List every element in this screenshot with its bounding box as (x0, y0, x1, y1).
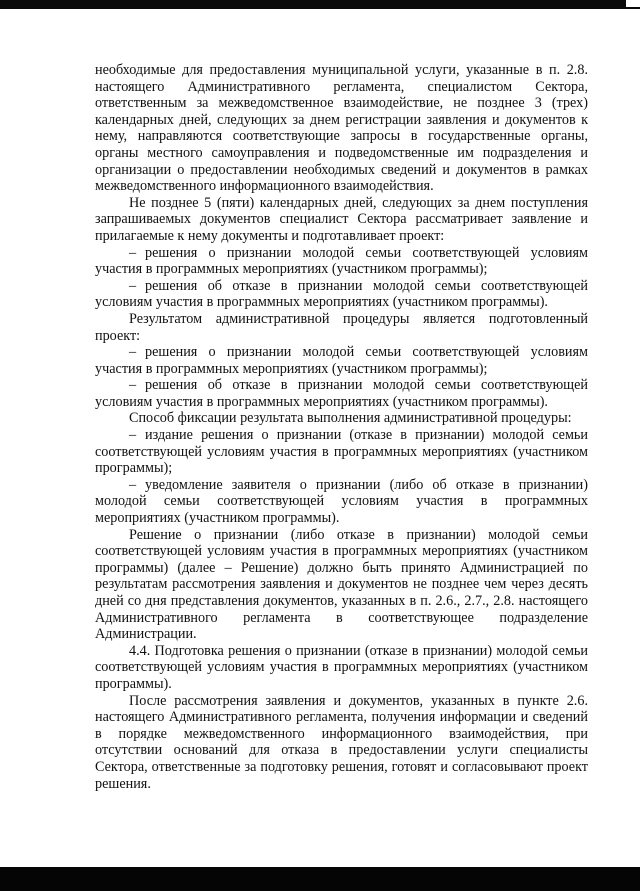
paragraph-procedure-result: Результатом административной процедуры является подготовленный проект: (95, 310, 588, 344)
dash-marker: – (129, 476, 137, 493)
paragraph-decision-preparation: После рассмотрения заявления и документов, указанных в пункте 2.6. настоящего Административного регламента, получения информации и сведений в порядке межведомственного информационного взаимодействия, при отсутствии оснований для отказа в предоставлении услуги специалисты Сектора, ответственные за подготовку решения, готовят и согласовывают проект решения. (95, 692, 588, 792)
list-item-text: издание решения о признании (отказе в признании) молодой семьи соответствующей условиям участия в программных мероприятиях (участником программы); (95, 427, 588, 477)
list-item-text: уведомление заявителя о признании (либо об отказе в признании) молодой семьи соответствующей условиям участия в программных мероприятиях (участником программы). (95, 476, 588, 527)
list-item-text: решения об отказе в признании молодой семьи соответствующей условиям участия в программных мероприятиях (участником программы). (95, 277, 588, 311)
section-heading-4-4: 4.4. Подготовка решения о признании (отказе в признании) молодой семьи соответствующей условиям участия в программных мероприятиях (участником программы). (95, 642, 588, 692)
list-item-text: решения об отказе в признании молодой семьи соответствующей условиям участия в программных мероприятиях (участником программы). (95, 377, 588, 410)
scan-bottom-border (0, 867, 640, 891)
dash-marker: – (129, 427, 137, 444)
paragraph-decision-terms: Решение о признании (либо отказе в признании) молодой семьи соответствующей условиям участия в программных мероприятиях (участником программы) (далее – Решение) должно быть принято Администрацией по результатам рассмотрения заявления и документов не позднее чем через десять дней со дня представления документов, указанных в п. 2.6., 2.7., 2.8. настоящего Административного регламента в соответствующее подразделение Администрации. (95, 526, 588, 643)
list-item-result-approval (95, 344, 588, 377)
paragraph-intro: необходимые для предоставления муниципальной услуги, указанные в п. 2.8. настоящего Административного регламента, специалистом Сектора, ответственным за межведомственное взаимодействие, не позднее 3 (трех) календарных дней, следующих за днем регистрации заявления и документов к нему, направляются соответствующие запросы в государственные органы, органы местного самоуправления и подведомственные им подразделения и организации о предоставлении необходимых сведений и документов в рамках межведомственного информационного взаимодействия. (95, 62, 588, 195)
list-item-text: решения о признании молодой семьи соответствующей условиям участия в программных мероприятиях (участником программы); (95, 244, 588, 278)
list-item-applicant-notice (95, 477, 588, 527)
dash-marker: – (129, 377, 137, 394)
list-item-draft-refusal (95, 278, 588, 311)
document-body (95, 62, 588, 792)
list-item-decision-issue (95, 427, 588, 477)
dash-marker: – (129, 244, 137, 261)
paragraph-fixation-method: Способ фиксации результата выполнения административной процедуры: (129, 410, 572, 427)
dash-marker: – (129, 277, 137, 294)
paragraph-review-deadline: Не позднее 5 (пяти) календарных дней, следующих за днем поступления запрашиваемых документов специалист Сектора рассматривает заявление и прилагаемые к нему документы и подготавливает проект: (95, 194, 588, 244)
dash-marker: – (129, 344, 137, 361)
list-item-result-refusal (95, 377, 588, 410)
scan-top-border (0, 0, 640, 9)
list-item-text: решения о признании молодой семьи соответствующей условиям участия в программных мероприятиях (участником программы); (95, 344, 588, 377)
list-item-draft-approval (95, 245, 588, 278)
